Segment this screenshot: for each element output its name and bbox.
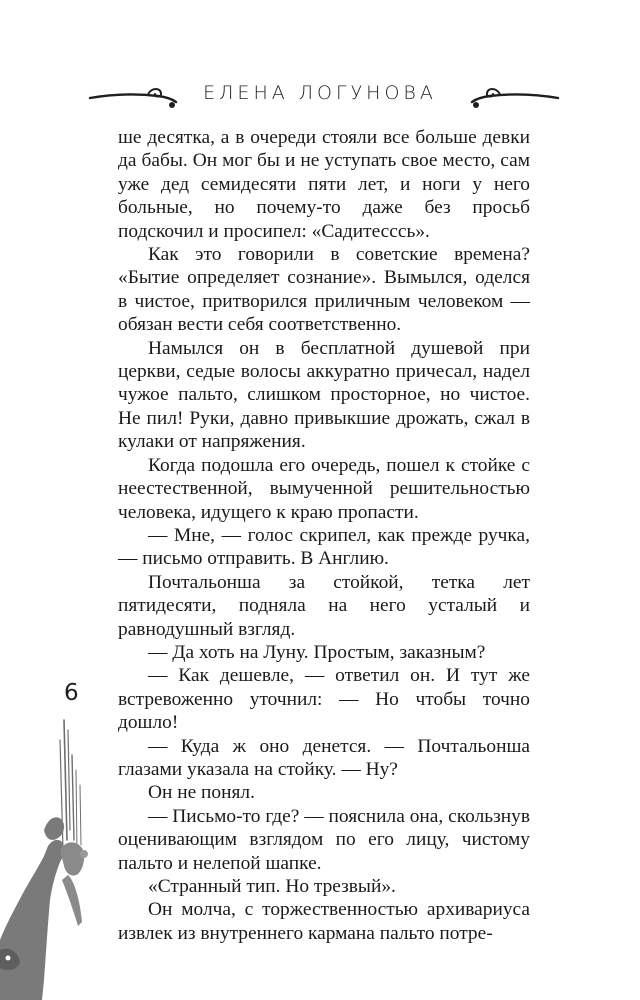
- page-number: 6: [64, 680, 79, 706]
- right-flourish-ornament: [468, 84, 560, 110]
- paragraph: — Да хоть на Луну. Простым, заказным?: [148, 641, 486, 663]
- paragraph: — Письмо-то где? — пояснила она, скользнув оценивающим взглядом по его лицу, чистому пальто и нелепой шапке.: [118, 805, 530, 874]
- paragraph: Как это говорили в советские времена? «Бытие определяет сознание». Вымылся, оделся в чистое, притворился приличным человеком — обязан вести себя соответственно.: [118, 244, 530, 336]
- body-text: [118, 126, 530, 945]
- paragraph: — Куда ж оно денется. — Почтальонша глазами указала на стойку. — Ну?: [118, 735, 530, 780]
- paragraph: — Мне, — голос скрипел, как прежде ручка, — письмо отправить. В Англию.: [118, 524, 530, 570]
- running-header: [0, 76, 640, 116]
- paragraph: Он не понял.: [148, 782, 255, 804]
- paragraph: «Странный тип. Но трезвый».: [148, 876, 396, 897]
- paragraph: Намылся он в бесплатной душевой при церкви, седые волосы аккуратно причесал, надел чужое пальто, слишком просторное, но чистое. Не пил! Руки, давно привыкшие дрожать, сжал в кулаки от напряжения.: [118, 337, 530, 453]
- paragraph: ше десятка, а в очереди стояли все больше девки да бабы. Он мог бы и не уступать свое место, сам уже дед семидесяти пяти лет, и ноги у него больные, но почему-то даже без просьб подскочил и просипел: «Садитесссь».: [118, 127, 530, 242]
- paragraph: Когда подошла его очередь, пошел к стойке с неестественной, вымученной решительностью человека, идущего к краю пропасти.: [118, 454, 530, 523]
- paragraph: Почтальонша за стойкой, тетка лет пятидесяти, подняла на него усталый и равнодушный взгляд.: [118, 571, 530, 640]
- paragraph: — Как дешевле, — ответил он. И тут же встревоженно уточнил: — Но чтобы точно дошло!: [118, 665, 530, 734]
- paragraph: Он молча, с торжественностью архивариуса извлек из внутреннего кармана пальто потре-: [118, 899, 530, 944]
- running-title: ЕЛЕНА ЛОГУНОВА: [203, 82, 437, 104]
- cat-silhouette-illustration: [0, 700, 110, 1000]
